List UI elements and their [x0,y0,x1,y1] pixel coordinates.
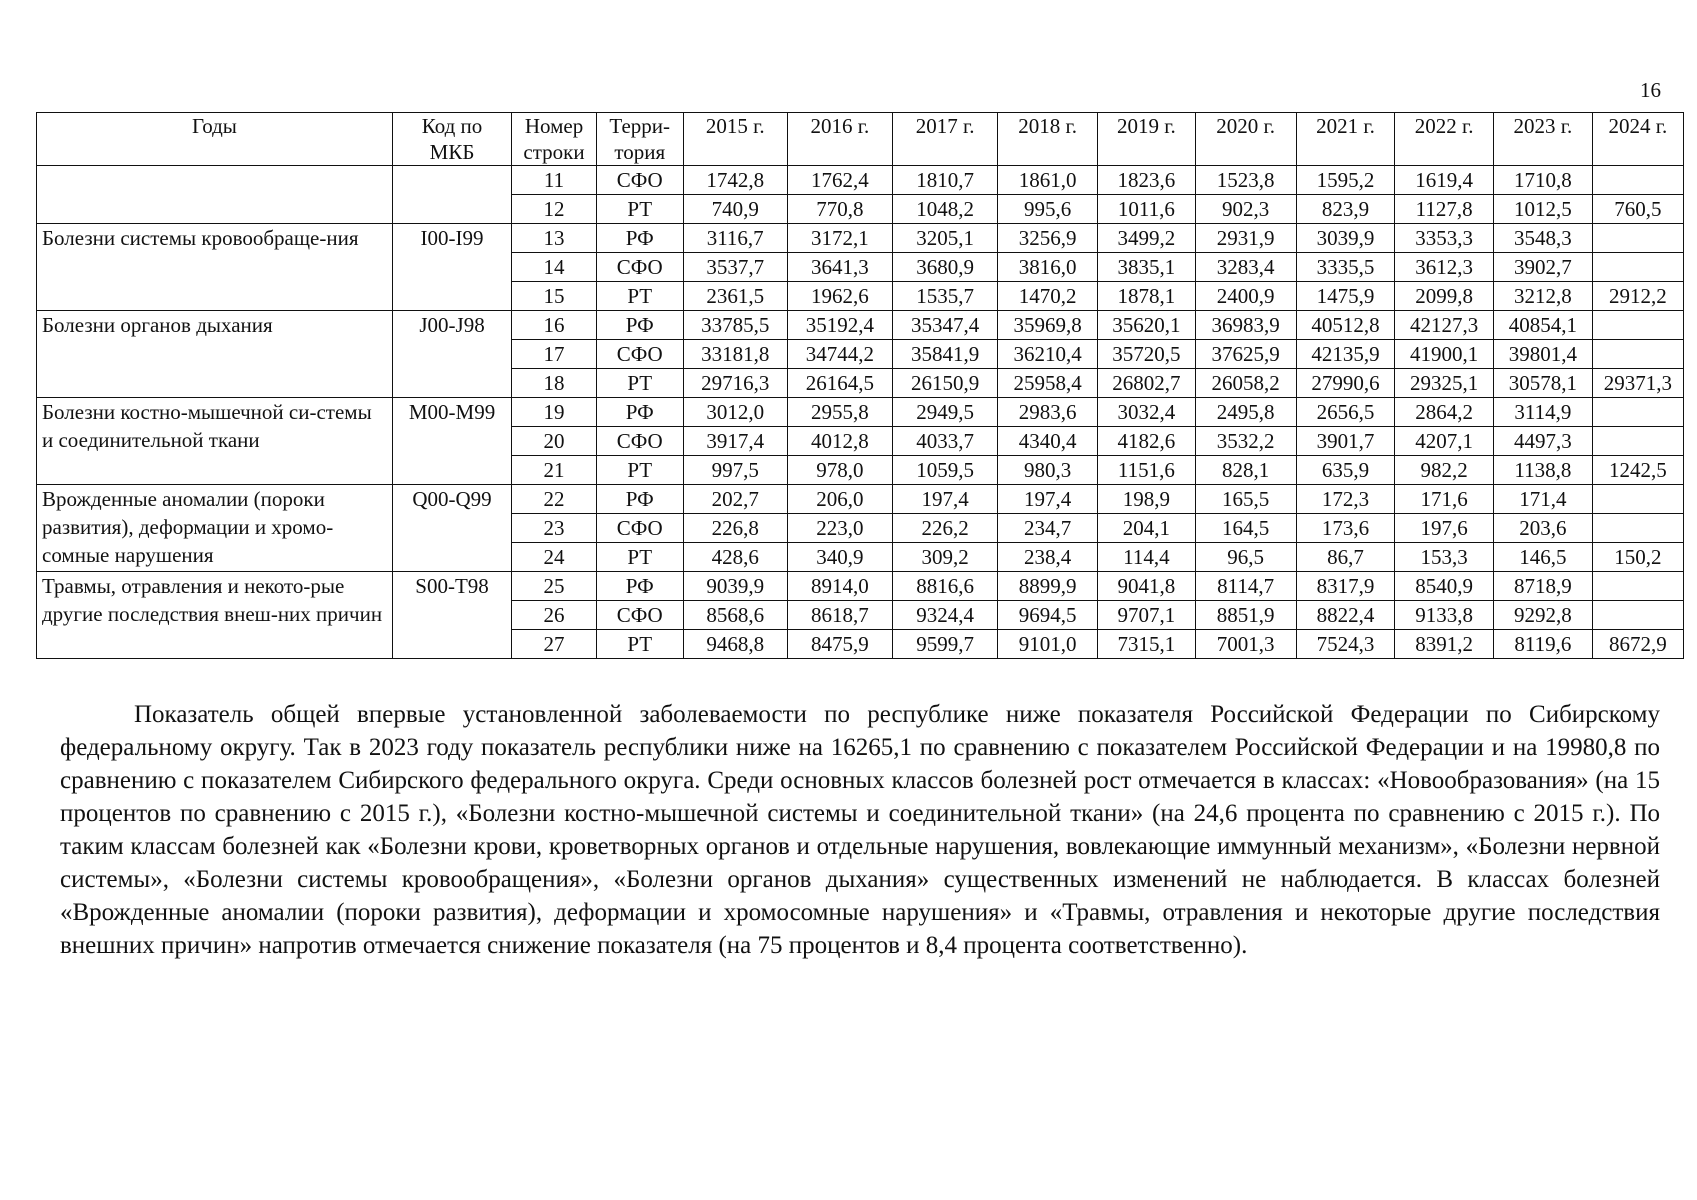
disease-class-name: Болезни органов дыхания [37,311,393,398]
value-cell: 1059,5 [893,456,998,485]
table-body [37,166,1684,659]
disease-class-name [37,166,393,224]
row-number: 23 [512,514,597,543]
territory: РФ [596,311,683,340]
value-cell: 8718,9 [1494,572,1593,601]
value-cell: 4340,4 [998,427,1098,456]
value-cell: 2931,9 [1195,224,1296,253]
value-cell: 8119,6 [1494,630,1593,659]
value-cell: 309,2 [893,543,998,572]
value-cell: 3680,9 [893,253,998,282]
value-cell: 2400,9 [1195,282,1296,311]
column-header: Терри-тория [596,113,683,166]
column-header: Код по МКБ [392,113,511,166]
value-cell: 238,4 [998,543,1098,572]
value-cell [1592,427,1683,456]
value-cell: 8851,9 [1195,601,1296,630]
territory: РТ [596,369,683,398]
value-cell: 1127,8 [1395,195,1494,224]
value-cell: 35841,9 [893,340,998,369]
territory: РТ [596,282,683,311]
value-cell: 202,7 [683,485,787,514]
value-cell: 1619,4 [1395,166,1494,195]
row-number: 22 [512,485,597,514]
value-cell: 8475,9 [787,630,892,659]
disease-class-name: Болезни системы кровообраще-ния [37,224,393,311]
territory: СФО [596,427,683,456]
table-row [37,398,1684,427]
value-cell: 203,6 [1494,514,1593,543]
disease-class-name: Травмы, отравления и некото-рые другие последствия внеш-них причин [37,572,393,659]
value-cell: 2099,8 [1395,282,1494,311]
row-number: 11 [512,166,597,195]
value-cell: 1762,4 [787,166,892,195]
value-cell: 36983,9 [1195,311,1296,340]
value-cell: 164,5 [1195,514,1296,543]
value-cell: 1742,8 [683,166,787,195]
value-cell: 3835,1 [1098,253,1196,282]
value-cell: 1962,6 [787,282,892,311]
value-cell: 9707,1 [1098,601,1196,630]
row-number: 20 [512,427,597,456]
value-cell: 30578,1 [1494,369,1593,398]
value-cell: 40854,1 [1494,311,1593,340]
value-cell: 206,0 [787,485,892,514]
value-cell [1592,398,1683,427]
table-row [37,572,1684,601]
value-cell: 4497,3 [1494,427,1593,456]
table-row [37,485,1684,514]
value-cell: 42127,3 [1395,311,1494,340]
value-cell [1592,485,1683,514]
value-cell: 29716,3 [683,369,787,398]
value-cell: 3537,7 [683,253,787,282]
territory: РТ [596,195,683,224]
value-cell: 41900,1 [1395,340,1494,369]
value-cell: 146,5 [1494,543,1593,572]
value-cell: 86,7 [1296,543,1395,572]
value-cell: 35620,1 [1098,311,1196,340]
value-cell: 8317,9 [1296,572,1395,601]
column-header: 2015 г. [683,113,787,166]
value-cell: 173,6 [1296,514,1395,543]
territory: РФ [596,485,683,514]
value-cell: 9101,0 [998,630,1098,659]
value-cell: 9133,8 [1395,601,1494,630]
value-cell: 9468,8 [683,630,787,659]
value-cell: 4207,1 [1395,427,1494,456]
value-cell: 8914,0 [787,572,892,601]
value-cell: 35720,5 [1098,340,1196,369]
value-cell: 3212,8 [1494,282,1593,311]
value-cell: 8672,9 [1592,630,1683,659]
column-header: 2023 г. [1494,113,1593,166]
value-cell: 3116,7 [683,224,787,253]
value-cell: 9694,5 [998,601,1098,630]
value-cell: 35347,4 [893,311,998,340]
value-cell: 3499,2 [1098,224,1196,253]
value-cell: 1138,8 [1494,456,1593,485]
value-cell: 165,5 [1195,485,1296,514]
value-cell: 4012,8 [787,427,892,456]
column-header: Годы [37,113,393,166]
value-cell: 3612,3 [1395,253,1494,282]
value-cell: 1861,0 [998,166,1098,195]
icd-code [392,166,511,224]
value-cell: 96,5 [1195,543,1296,572]
value-cell: 25958,4 [998,369,1098,398]
value-cell: 3039,9 [1296,224,1395,253]
icd-code: Q00-Q99 [392,485,511,572]
value-cell: 198,9 [1098,485,1196,514]
row-number: 21 [512,456,597,485]
value-cell: 171,6 [1395,485,1494,514]
value-cell [1592,253,1683,282]
value-cell: 1810,7 [893,166,998,195]
value-cell: 27990,6 [1296,369,1395,398]
value-cell: 2656,5 [1296,398,1395,427]
value-cell: 153,3 [1395,543,1494,572]
value-cell: 197,4 [998,485,1098,514]
value-cell: 9292,8 [1494,601,1593,630]
row-number: 26 [512,601,597,630]
value-cell: 2983,6 [998,398,1098,427]
row-number: 27 [512,630,597,659]
value-cell: 8568,6 [683,601,787,630]
value-cell: 150,2 [1592,543,1683,572]
value-cell: 823,9 [1296,195,1395,224]
value-cell: 770,8 [787,195,892,224]
value-cell: 8391,2 [1395,630,1494,659]
value-cell: 4033,7 [893,427,998,456]
value-cell: 760,5 [1592,195,1683,224]
value-cell: 1823,6 [1098,166,1196,195]
value-cell: 26150,9 [893,369,998,398]
value-cell: 3901,7 [1296,427,1395,456]
value-cell: 1151,6 [1098,456,1196,485]
value-cell: 29325,1 [1395,369,1494,398]
territory: РТ [596,543,683,572]
column-header: 2022 г. [1395,113,1494,166]
page-number: 16 [1640,78,1661,102]
body-paragraph: Показатель общей впервые установленной заболеваемости по республике ниже показателя Российской Федерации по Сибирскому федеральному округу. Так в 2023 году показатель республики ниже на 16265,1 по сравнению с показателем Российской Федерации и на 19980,8 по сравнению с показателем Сибирского федерального округа. Среди основных классов болезней рост отмечается в классах: «Новообразования» (на 15 процентов по сравнению с 2015 г.), «Болезни костно-мышечной системы и соединительной ткани» (на 24,6 процента по сравнению с 2015 г.). По таким классам болезней как «Болезни крови, кроветворных органов и отдельные нарушения, вовлекающие иммунный механизм», «Болезни нервной системы», «Болезни системы кровообращения», «Болезни органов дыхания» существенных изменений не наблюдается. В классах болезней «Врожденные аномалии (пороки развития), деформации и хромосомные нарушения» и «Травмы, отравления и некоторые другие последствия внешних причин» напротив отмечается снижение показателя (на 75 процентов и 8,4 процента соответственно). [60,701,1660,959]
value-cell: 978,0 [787,456,892,485]
value-cell [1592,601,1683,630]
value-cell: 197,6 [1395,514,1494,543]
value-cell: 2361,5 [683,282,787,311]
value-cell: 234,7 [998,514,1098,543]
table-row [37,311,1684,340]
value-cell: 36210,4 [998,340,1098,369]
value-cell: 3816,0 [998,253,1098,282]
value-cell: 2495,8 [1195,398,1296,427]
row-number: 14 [512,253,597,282]
value-cell [1592,340,1683,369]
value-cell: 1710,8 [1494,166,1593,195]
value-cell: 1470,2 [998,282,1098,311]
territory: СФО [596,601,683,630]
value-cell: 995,6 [998,195,1098,224]
value-cell: 1048,2 [893,195,998,224]
value-cell: 204,1 [1098,514,1196,543]
value-cell: 1878,1 [1098,282,1196,311]
value-cell: 3256,9 [998,224,1098,253]
value-cell: 226,8 [683,514,787,543]
value-cell [1592,166,1683,195]
value-cell: 8540,9 [1395,572,1494,601]
row-number: 13 [512,224,597,253]
value-cell: 3283,4 [1195,253,1296,282]
value-cell: 1595,2 [1296,166,1395,195]
value-cell: 8899,9 [998,572,1098,601]
value-cell: 3902,7 [1494,253,1593,282]
column-header: 2021 г. [1296,113,1395,166]
value-cell: 902,3 [1195,195,1296,224]
value-cell: 3917,4 [683,427,787,456]
value-cell: 35192,4 [787,311,892,340]
value-cell [1592,224,1683,253]
value-cell: 40512,8 [1296,311,1395,340]
value-cell: 35969,8 [998,311,1098,340]
value-cell: 428,6 [683,543,787,572]
value-cell: 8822,4 [1296,601,1395,630]
icd-code: S00-T98 [392,572,511,659]
value-cell: 33785,5 [683,311,787,340]
disease-class-name: Болезни костно-мышечной си-стемы и соединительной ткани [37,398,393,485]
row-number: 19 [512,398,597,427]
value-cell: 197,4 [893,485,998,514]
value-cell: 1523,8 [1195,166,1296,195]
territory: РФ [596,224,683,253]
icd-code: M00-M99 [392,398,511,485]
value-cell: 982,2 [1395,456,1494,485]
value-cell: 828,1 [1195,456,1296,485]
value-cell: 172,3 [1296,485,1395,514]
icd-code: I00-I99 [392,224,511,311]
value-cell: 3012,0 [683,398,787,427]
value-cell [1592,572,1683,601]
value-cell: 8114,7 [1195,572,1296,601]
value-cell: 171,4 [1494,485,1593,514]
value-cell: 997,5 [683,456,787,485]
territory: СФО [596,340,683,369]
value-cell: 114,4 [1098,543,1196,572]
value-cell: 1012,5 [1494,195,1593,224]
value-cell: 1011,6 [1098,195,1196,224]
value-cell: 29371,3 [1592,369,1683,398]
value-cell: 223,0 [787,514,892,543]
value-cell: 3353,3 [1395,224,1494,253]
value-cell: 1475,9 [1296,282,1395,311]
value-cell [1592,311,1683,340]
value-cell: 3548,3 [1494,224,1593,253]
table-row [37,224,1684,253]
value-cell: 7001,3 [1195,630,1296,659]
territory: РФ [596,572,683,601]
value-cell [1592,514,1683,543]
column-header: 2018 г. [998,113,1098,166]
disease-class-name: Врожденные аномалии (пороки развития), деформации и хромо-сомные нарушения [37,485,393,572]
value-cell: 3205,1 [893,224,998,253]
value-cell: 3335,5 [1296,253,1395,282]
value-cell: 9039,9 [683,572,787,601]
value-cell: 3172,1 [787,224,892,253]
value-cell: 26802,7 [1098,369,1196,398]
row-number: 25 [512,572,597,601]
value-cell: 3641,3 [787,253,892,282]
value-cell: 37625,9 [1195,340,1296,369]
value-cell: 3032,4 [1098,398,1196,427]
value-cell: 2949,5 [893,398,998,427]
value-cell: 39801,4 [1494,340,1593,369]
value-cell: 26058,2 [1195,369,1296,398]
territory: СФО [596,253,683,282]
value-cell: 740,9 [683,195,787,224]
column-header: 2024 г. [1592,113,1683,166]
table-header-row [37,113,1684,166]
column-header: 2016 г. [787,113,892,166]
value-cell: 3532,2 [1195,427,1296,456]
column-header: 2017 г. [893,113,998,166]
value-cell: 9041,8 [1098,572,1196,601]
value-cell: 8816,6 [893,572,998,601]
territory: РТ [596,456,683,485]
row-number: 17 [512,340,597,369]
territory: РТ [596,630,683,659]
value-cell: 26164,5 [787,369,892,398]
value-cell: 7524,3 [1296,630,1395,659]
row-number: 16 [512,311,597,340]
value-cell: 34744,2 [787,340,892,369]
territory: РФ [596,398,683,427]
table-row [37,166,1684,195]
territory: СФО [596,514,683,543]
row-number: 15 [512,282,597,311]
value-cell: 980,3 [998,456,1098,485]
value-cell: 226,2 [893,514,998,543]
value-cell: 1535,7 [893,282,998,311]
row-number: 12 [512,195,597,224]
value-cell: 1242,5 [1592,456,1683,485]
row-number: 24 [512,543,597,572]
row-number: 18 [512,369,597,398]
value-cell: 9324,4 [893,601,998,630]
value-cell: 4182,6 [1098,427,1196,456]
morbidity-table [36,112,1684,659]
value-cell: 9599,7 [893,630,998,659]
column-header: Номер строки [512,113,597,166]
icd-code: J00-J98 [392,311,511,398]
value-cell: 7315,1 [1098,630,1196,659]
territory: СФО [596,166,683,195]
value-cell: 33181,8 [683,340,787,369]
value-cell: 2955,8 [787,398,892,427]
value-cell: 635,9 [1296,456,1395,485]
value-cell: 3114,9 [1494,398,1593,427]
column-header: 2019 г. [1098,113,1196,166]
value-cell: 8618,7 [787,601,892,630]
column-header: 2020 г. [1195,113,1296,166]
value-cell: 340,9 [787,543,892,572]
value-cell: 2864,2 [1395,398,1494,427]
value-cell: 42135,9 [1296,340,1395,369]
value-cell: 2912,2 [1592,282,1683,311]
